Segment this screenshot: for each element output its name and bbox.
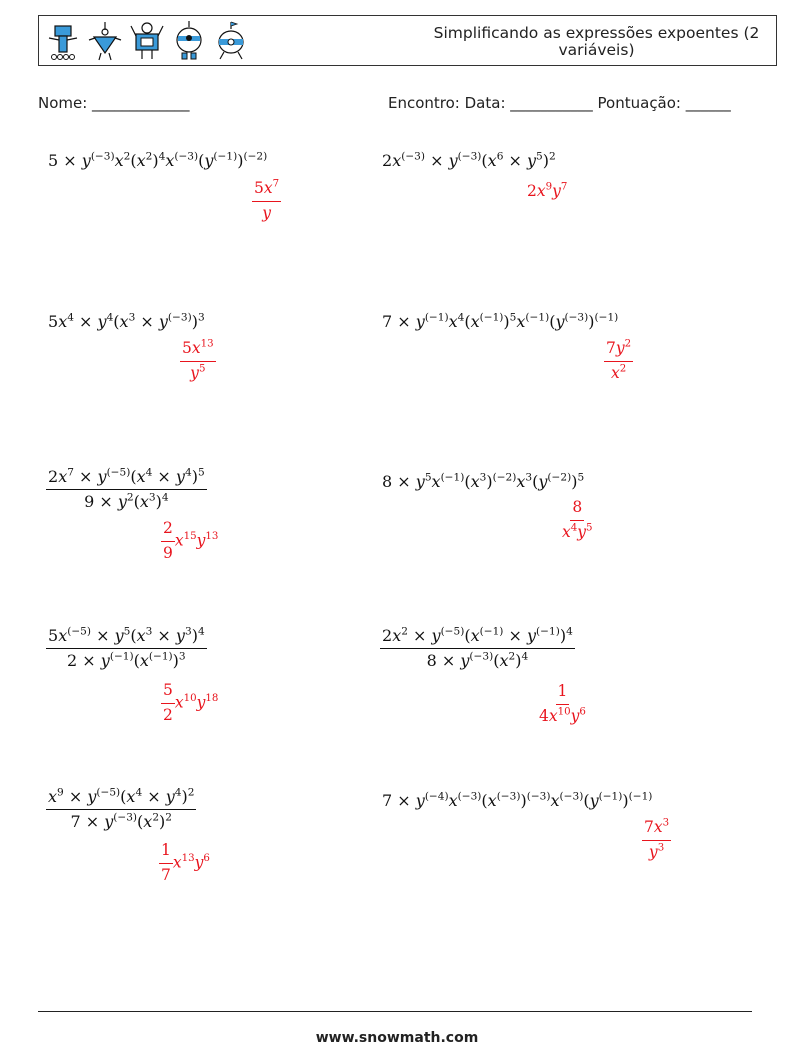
answer-5: $\frac{2}{9}$ $x^{15}y^{13}$ (163, 519, 219, 562)
problem-1: $5 \times y^{(-3)}x^2(x^2)^4x^{(-3)}(y^{(-1)})^{(-2)}$ (48, 150, 268, 170)
robot-mascot-icon (129, 20, 165, 62)
worksheet-header (38, 15, 777, 66)
robot-mascot-icon (171, 20, 207, 62)
worksheet-title: Simplificando as expressões expoentes (2 variáveis) (433, 24, 760, 59)
robot-mascot-icon (45, 20, 81, 62)
answer-8: $\frac{1}{4x^{10}y^6}$ (539, 682, 586, 725)
footer-website: www.snowmath.com (315, 1030, 479, 1046)
problem-4: $7 \times y^{(-1)}x^4(x^{(-1)})^5x^{(-1)}(y^{(-3)})^{(-1)}$ (382, 311, 619, 331)
answer-3: $\frac{5x^{13}}{y^5}$ (182, 338, 214, 382)
problem-8: $\frac{2x^2 \times y^{(-5)}(x^{(-1)} \times y^{(-1)})^4}{8 \times y^{(-3)}(x^2)^4}$ (382, 625, 573, 671)
answer-4: $\frac{7y^2}{x^2}$ (606, 338, 632, 382)
answer-6: $\frac{8}{x^4y^5}$ (562, 498, 593, 541)
answer-10: $\frac{7x^3}{y^3}$ (644, 817, 670, 861)
footer-divider (38, 1011, 752, 1012)
problem-5: $\frac{2x^7 \times y^{(-5)}(x^4 \times y^4)^5}{9 \times y^2(x^3)^4}$ (48, 466, 205, 512)
problem-2: $2x^{(-3)} \times y^{(-3)}(x^6 \times y^5)^2$ (382, 150, 556, 170)
name-field: Nome: _____________ (38, 94, 190, 112)
answer-1: $\frac{5x^7}{y}$ (254, 178, 280, 222)
answer-7: $\frac{5}{2}$ $x^{10}y^{18}$ (163, 681, 219, 724)
answer-9: $\frac{1}{7}$ $x^{13}y^6$ (161, 841, 210, 884)
problem-7: $\frac{5x^{(-5)} \times y^5(x^3 \times y^3)^4}{2 \times y^{(-1)}(x^{(-1)})^3}$ (48, 625, 205, 671)
robot-mascot-icon (87, 20, 123, 62)
date-score-field: Encontro: Data: ___________ Pontuação: ______ (388, 94, 731, 112)
problem-9: $\frac{x^9 \times y^{(-5)}(x^4 \times y^4)^2}{7 \times y^{(-3)}(x^2)^2}$ (48, 786, 195, 832)
problem-6: $8 \times y^5x^{(-1)}(x^3)^{(-2)}x^3(y^{(-2)})^5$ (382, 471, 585, 491)
problem-3: $5x^4 \times y^4(x^3 \times y^{(-3)})^3$ (48, 311, 205, 331)
problem-10: $7 \times y^{(-4)}x^{(-3)}(x^{(-3)})^{(-3)}x^{(-3)}(y^{(-1)})^{(-1)}$ (382, 790, 653, 810)
robot-mascot-icon (213, 20, 249, 62)
answer-2: $2x^9y^7$ (527, 181, 568, 200)
mascot-row (45, 20, 249, 62)
